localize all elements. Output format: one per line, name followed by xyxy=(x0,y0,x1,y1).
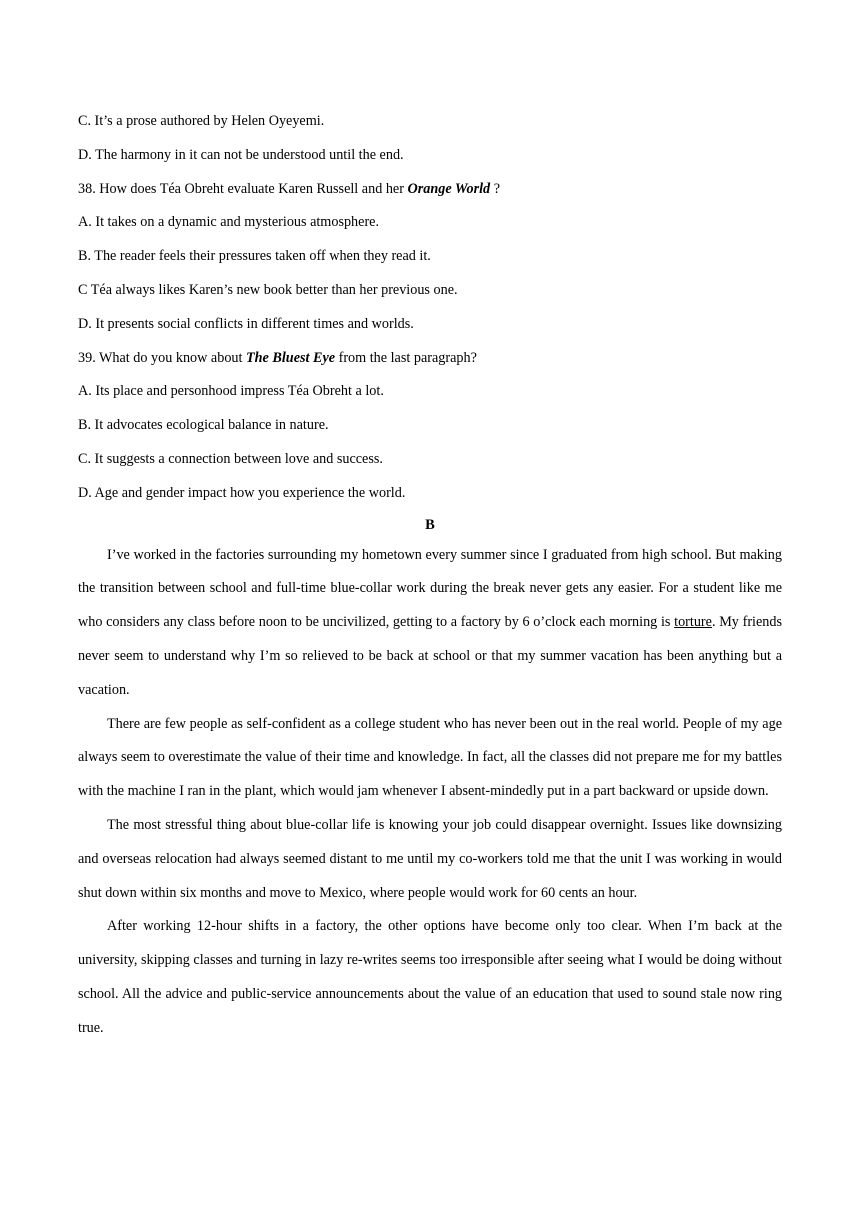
question-39 xyxy=(78,342,782,376)
option-38b: B. The reader feels their pressures taken off when they read it. xyxy=(78,248,431,265)
option-39a: A. Its place and personhood impress Téa Obreht a lot. xyxy=(78,383,384,400)
option-37d: D. The harmony in it can not be understood until the end. xyxy=(78,146,404,163)
question-38-prefix: 38. How does Téa Obreht evaluate Karen Russell and her xyxy=(78,180,408,197)
passage-paragraph-2: There are few people as self-confident as a college student who has never been out in the real world. People of my age always seem to overestimate the value of their time and knowledge. In fact, all the classes did not prepare me for my battles with the machine I ran in the plant, which would jam whenever I absent-mindedly put in a part backward or upside down. xyxy=(78,715,782,800)
option-37c: C. It’s a prose authored by Helen Oyeyemi. xyxy=(78,113,325,129)
question-38 xyxy=(78,173,782,207)
question-39-suffix: from the last paragraph? xyxy=(335,349,477,366)
option-39b: B. It advocates ecological balance in nature. xyxy=(78,417,329,434)
underlined-word: torture xyxy=(674,614,712,631)
document-page xyxy=(78,105,782,1046)
paragraph-1-text-end: . My friends never seem to understand why I’m so relieved to be back at school or that my summer vacation has been anything but a vacation. xyxy=(78,614,782,698)
option-38d: D. It presents social conflicts in different times and worlds. xyxy=(78,315,414,332)
paragraph-1-text-start: I’ve worked in the factories surrounding my hometown every summer since I graduated from high school. But making the transition between school and full-time blue-collar work during the break never gets any easier. For a student like me who considers any class before noon to be uncivilized, getting to a factory by 6 o’clock each morning is xyxy=(78,546,782,631)
passage-paragraph-1 xyxy=(78,539,782,708)
question-39-book-title: The Bluest Eye xyxy=(246,349,336,366)
question-38-book-title: Orange World xyxy=(407,180,491,197)
question-39-prefix: 39. What do you know about xyxy=(78,349,246,366)
option-38c: C Téa always likes Karen’s new book better than her previous one. xyxy=(78,281,458,298)
option-39d: D. Age and gender impact how you experience the world. xyxy=(78,484,406,501)
passage-paragraph-4: After working 12-hour shifts in a factory, the other options have become only too clear. When I’m back at the university, skipping classes and turning in lazy re-writes seems too irresponsible after seeing what I would be doing without school. All the advice and public-service announcements about the value of an education that used to sound stale now ring true. xyxy=(78,918,782,1036)
question-38-suffix: ? xyxy=(490,180,501,197)
section-b-heading: B xyxy=(425,516,435,533)
passage-paragraph-3: The most stressful thing about blue-collar life is knowing your job could disappear overnight. Issues like downsizing and overseas relocation had always seemed distant to me until my co-workers told me that the unit I was working in would shut down within six months and move to Mexico, where people would work for 60 cents an hour. xyxy=(78,816,782,901)
option-39c: C. It suggests a connection between love and success. xyxy=(78,450,383,467)
option-38a: A. It takes on a dynamic and mysterious atmosphere. xyxy=(78,214,380,231)
